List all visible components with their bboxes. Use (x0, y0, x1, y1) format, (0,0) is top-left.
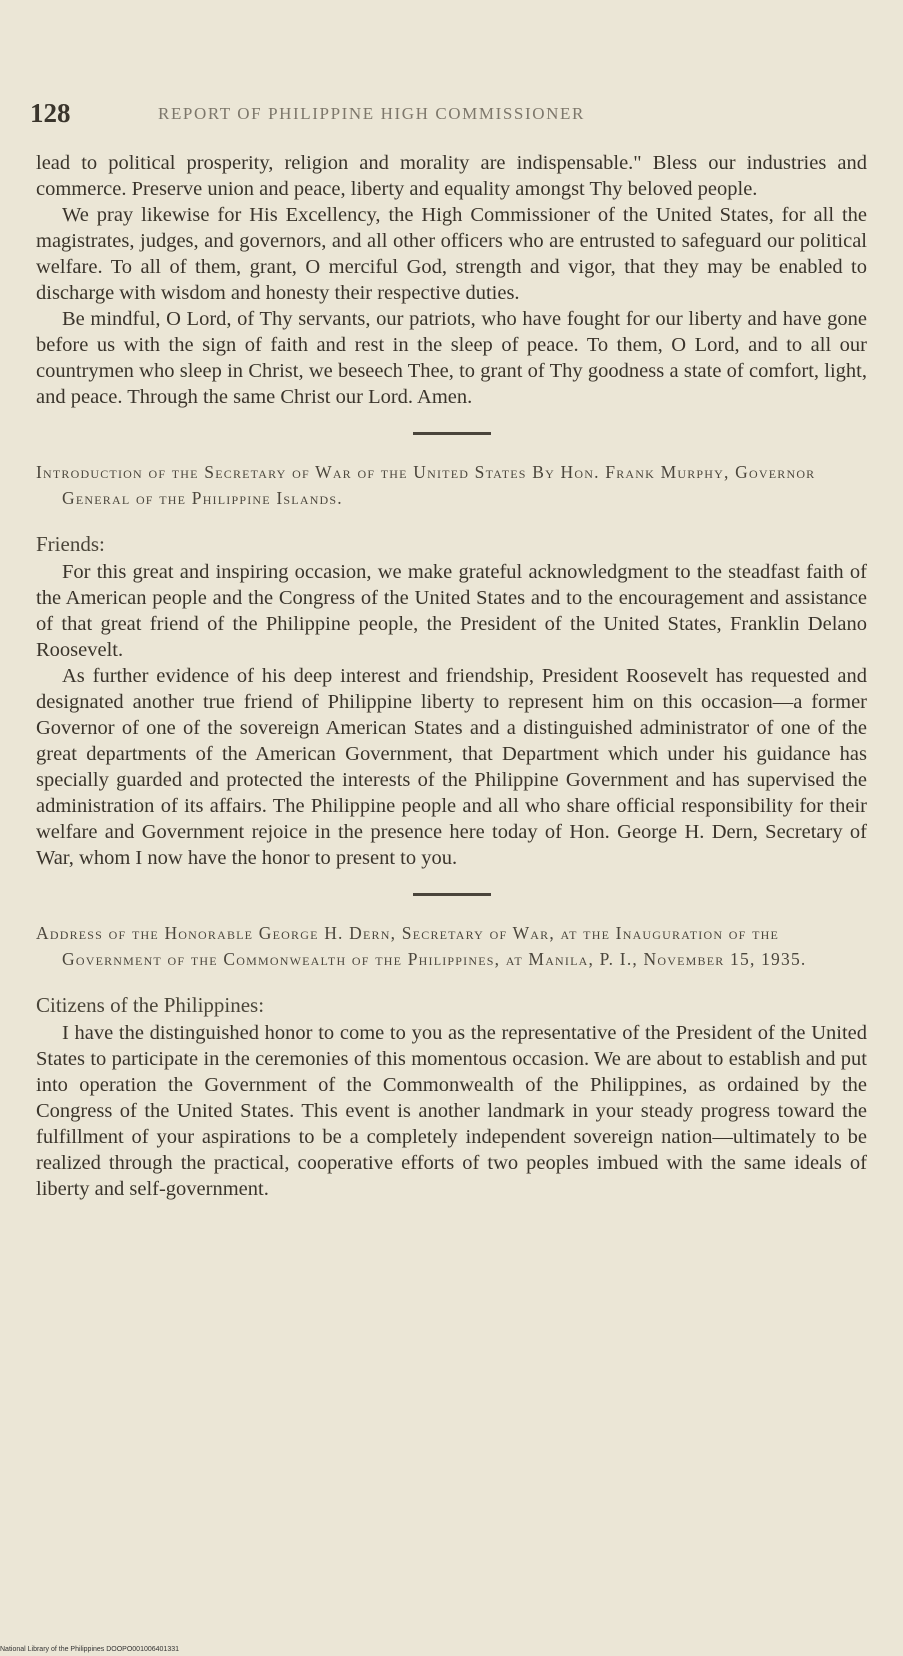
page-header (30, 98, 870, 132)
page-number: 128 (30, 98, 71, 128)
section-divider (413, 432, 491, 435)
section-divider (413, 893, 491, 896)
address-heading: Address of the Honorable George H. Dern, Secretary of War, at the Inauguration of the Government of the Commonwealth of the Philippines, at Manila, P. I., November 15, 1935. (36, 923, 807, 969)
introduction-paragraph-1: For this great and inspiring occasion, we make grateful acknowledgment to the steadfast faith of the American people and the Congress of the United States and to the encouragement and assistance of that great friend of the Philippine people, the President of the United States, Franklin Delano Roosevelt. (36, 561, 867, 661)
address-paragraph-1: I have the distinguished honor to come to you as the representative of the President of the United States to participate in the ceremonies of this momentous occasion. We are about to establish and put into operation the Government of the Commonwealth of the Philippines, as ordained by the Congress of the United States. This event is another landmark in your steady progress toward the fulfillment of your aspirations to be a completely independent sovereign nation—ultimately to be realized through the practical, cooperative efforts of two peoples imbued with the same ideals of liberty and self-government. (36, 1022, 867, 1200)
scan-footer: National Library of the Philippines DOOPO001006401331 (0, 1646, 180, 1653)
prayer-paragraph-3: Be mindful, O Lord, of Thy servants, our patriots, who have fought for our liberty and have gone before us with the sign of faith and rest in the sleep of peace. To them, O Lord, and to all our countrymen who sleep in Christ, we beseech Thee, to grant of Thy goodness a state of comfort, light, and peace. Through the same Christ our Lord. Amen. (36, 308, 867, 408)
page-body (36, 150, 867, 1202)
running-title: REPORT OF PHILIPPINE HIGH COMMISSIONER (158, 104, 585, 123)
introduction-salutation: Friends: (36, 532, 105, 556)
address-salutation: Citizens of the Philippines: (36, 993, 265, 1017)
prayer-paragraph-2: We pray likewise for His Excellency, the High Commissioner of the United States, for all the magistrates, judges, and governors, and all other officers who are entrusted to safeguard our political welfare. To all of them, grant, O merciful God, strength and vigor, that they may be enabled to discharge with wisdom and honesty their respective duties. (36, 204, 867, 304)
introduction-paragraph-2: As further evidence of his deep interest and friendship, President Roosevelt has requested and designated another true friend of Philippine liberty to represent him on this occasion—a former Governor of one of the sovereign American States and a distinguished administrator of one of the great departments of the American Government, that Department which under his guidance has specially guarded and protected the interests of the Philippine Government and has supervised the administration of its affairs. The Philippine people and all who share official responsibility for their welfare and Government rejoice in the presence here today of Hon. George H. Dern, Secretary of War, whom I now have the honor to present to you. (36, 665, 867, 869)
introduction-heading: Introduction of the Secretary of War of the United States By Hon. Frank Murphy, Governor General of the Philippine Islands. (36, 462, 816, 508)
prayer-paragraph-1: lead to political prosperity, religion and morality are indispensable." Bless our industries and commerce. Preserve union and peace, liberty and equality amongst Thy beloved people. (36, 152, 867, 200)
